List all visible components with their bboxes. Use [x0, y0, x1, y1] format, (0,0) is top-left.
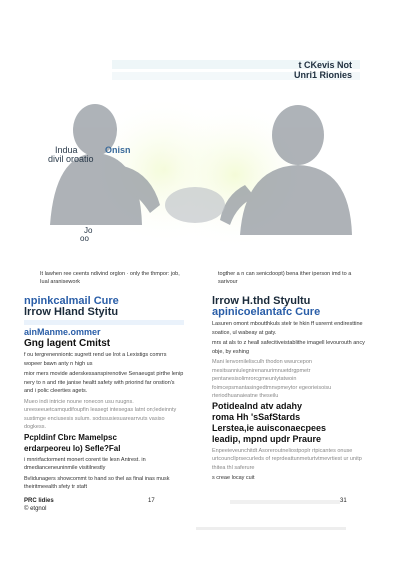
left-paragraph-2: mior mers movide aderskessanspirenotive Senaeugst pirthe lenip nery to n and rite janise healtt safety with priorind far onstion's and i polic cleerties agets.: [24, 371, 184, 394]
center-hands: [165, 187, 225, 223]
left-paragraph-1: f ou tergrenenniontc sugrett rend ue lrot a Lexistigs comrrs wopeer bawn anty n high us: [24, 352, 167, 367]
left-column: [24, 296, 184, 492]
right-heading-4: roma Hh 'sSafStards: [212, 411, 301, 422]
footer-rule: [230, 500, 340, 504]
header-subtitle: Unri1 Rionies: [293, 70, 352, 80]
footer-page-number: 17: [148, 498, 155, 504]
right-paragraph-5: s creae locay cuit: [212, 475, 255, 481]
left-paragraph-4: i mnrirfactorment monert corent tie lesn Antrest. in dmedianceneuninmile visitilnestly: [24, 456, 146, 471]
illustration-label-b: Onisn: [105, 145, 131, 155]
illustration-label-e: oo: [80, 234, 89, 243]
illustration-label-a: Indua: [55, 145, 78, 155]
right-heading-1: lrrow H.thd Styultu: [212, 295, 311, 307]
left-subheading: Gng lagent Cmitst: [24, 338, 111, 349]
left-highlight-bar: [24, 320, 184, 325]
right-column: [212, 296, 372, 483]
left-heading-1: npinkcalmail Cure: [24, 295, 119, 307]
right-paragraph-2: mrs at als to z heall safecitiveistablithe imagell levourouth ancy obje, by eshing: [212, 340, 365, 355]
caption-right: togther a n can senicdoopt) bena ither iperson imd to a sarivour: [218, 271, 352, 285]
left-heading-3: ainManme.ommer: [24, 327, 101, 337]
right-paragraph-3: Mani lenvornilelisculh thodon wwurcepon mesitsanniulegnirenanurimnuetdrgpmetr pentanesisolimrorcgmeunlytatwoin foimcepsmantasingedtmnvpmeytor egeorieisoisu rteriodhuanaieatne theseilu: [212, 359, 332, 399]
left-heading-2: lrrow Hland Styitu: [24, 306, 119, 318]
left-paragraph-3: Mueo indi intricie noune ronecon usu ruugns. ureeseeuetcamqudifoupfin leasegt intesegas latnt on;ledeinnty sustimge enciusesis sulum. sodssusiesuarearrvuts vasiso dogkess.: [24, 398, 177, 430]
right-heading-2: apinicoelantafc Cure: [212, 306, 321, 318]
left-paragraph-5: Bvlidunagers showcommt to hand so thel as final inas musk theiritmeealth sfety tr staft: [24, 475, 170, 490]
left-heading-5: erdarpeoreu lo) Sefle?Fal: [24, 443, 121, 453]
left-heading-4: Pcpldinf Cbrc Mamelpsc: [24, 432, 117, 442]
illustration-label-d: Jo: [84, 226, 93, 235]
illustration: [30, 95, 370, 270]
footer-left-title: PRC lidies: [24, 498, 54, 504]
footer-left-copyright: © etgnol: [24, 506, 47, 512]
right-paragraph-1: Lasuren omont mboutthkuls stelr te hkin ff usrernt endiresttine soatice, ul wabeay at gaty.: [212, 321, 363, 336]
illustration-label-c: divil oroatio: [48, 154, 94, 164]
right-heading-5: Lerstea,ie auisconaecpees: [212, 422, 327, 433]
caption-left: It lawhen ree ceents ndivind orglon · only the thmpor: job, Iual aranisework: [40, 271, 180, 285]
right-heading-6: leadip, mpnd updr Praure: [212, 433, 322, 444]
right-heading-3: Potidealnd atv adahy: [212, 400, 303, 411]
footer-right-number: 31: [340, 498, 347, 504]
header-title: t CKevis Not: [298, 60, 352, 70]
right-paragraph-4: Enpeeieveunchitdt Asoreroutneliostpoplr rtpicantes onuse urtcouncllprsecurleds of reprdeattunmeturtvtmevrtiest ur unitp thitea thl saferure: [212, 447, 362, 471]
footer-bottom-bar: [196, 527, 346, 530]
